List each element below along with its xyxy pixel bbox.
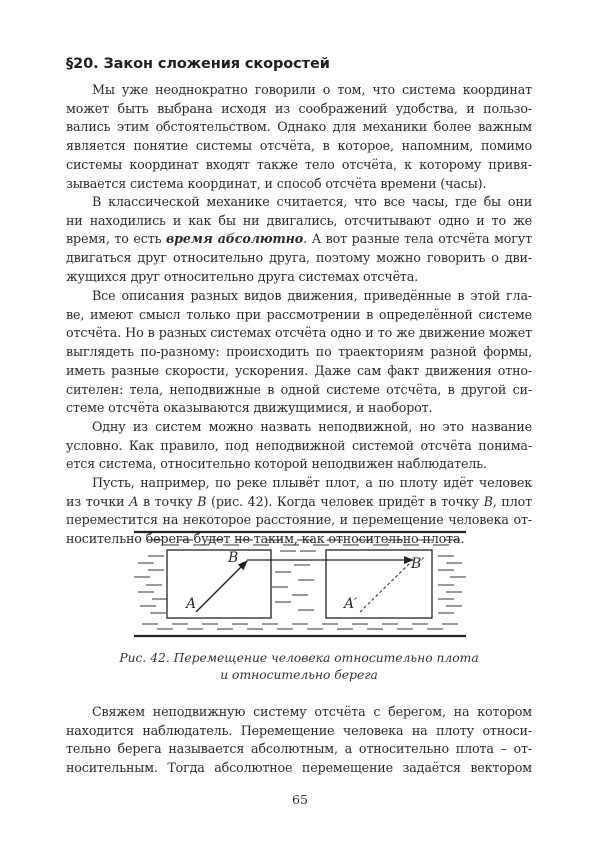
text-line: Пусть, например, по реке плывёт плот, а по плоту идёт человек: [92, 475, 532, 490]
text-span: из точки: [66, 493, 130, 509]
label-point-a-prime: A′: [344, 596, 358, 612]
text-span: . А вот разные тела отсчёта могут: [303, 231, 532, 247]
text-line: стеме отсчёта оказываются движущимися, и наоборот.: [66, 400, 433, 416]
paragraph-1: [66, 81, 532, 193]
text-line: ни находились и как бы ни двигались, отсчитывают одно и то же: [66, 212, 532, 228]
page-number: 65: [292, 792, 308, 807]
text-line: иметь разные скорости, ускорения. Даже сам факт движения отно-: [66, 362, 532, 378]
point-b-ref: B: [197, 493, 207, 509]
text-line: носительно берега будет не таким, как относительно плота.: [66, 531, 465, 547]
text-line: вались этим обстоятельством. Однако для механики более важным: [66, 119, 532, 135]
river-raft-diagram: [120, 520, 480, 645]
text-line: [66, 493, 532, 512]
text-span: в точку: [138, 493, 198, 509]
text-line: ве, имеют смысл только при рассмотрении в определённой системе: [66, 306, 532, 322]
text-line: зывается система координат, и способ отсчёта времени (часы).: [66, 175, 487, 191]
text-span: , плот: [492, 493, 532, 509]
text-line: переместится на некоторое расстояние, и перемещение человека от-: [66, 512, 532, 528]
text-span: время, то есть: [66, 231, 166, 247]
text-line: условно. Как правило, под неподвижной системой отсчёта понима-: [66, 437, 532, 453]
point-a-ref: A: [129, 493, 139, 509]
text-line: Свяжем неподвижную систему отсчёта с берегом, на котором: [92, 704, 532, 719]
text-span: (рис. 42). Когда человек придёт в точку: [206, 493, 484, 509]
label-point-b-prime: B′: [411, 556, 425, 572]
text-line: носительным. Тогда абсолютное перемещение задаётся вектором: [66, 760, 532, 776]
text-line: выглядеть по-разному: происходить по траекториям разной формы,: [66, 344, 532, 360]
point-b-ref: B: [483, 493, 493, 509]
text-line: [66, 230, 532, 249]
emphasis-term: время абсолютно: [166, 231, 304, 247]
paragraph-3: [66, 287, 532, 418]
text-line: является понятие системы отсчёта, в которое, напомним, помимо: [66, 138, 532, 154]
paragraph-4: [66, 418, 532, 474]
text-line: Все описания разных видов движения, приведённые в этой гла-: [92, 288, 532, 303]
paragraph-2: [66, 193, 532, 287]
paragraph-6: [66, 703, 532, 778]
text-line: Мы уже неоднократно говорили о том, что система координат: [92, 82, 532, 97]
figure-caption: [66, 650, 532, 684]
figure-42: [120, 520, 480, 645]
label-point-b: B: [228, 550, 239, 566]
caption-line: и относительно берега: [220, 668, 378, 682]
text-line: тельно берега называется абсолютным, а относительно плота – от-: [66, 741, 532, 757]
text-line: может быть выбрана исходя из соображений удобства, и пользо-: [66, 100, 532, 116]
section-title: §20. Закон сложения скоростей: [66, 56, 330, 72]
label-point-a: A: [186, 596, 197, 612]
caption-line: Рис. 42. Перемещение человека относительно плота: [119, 651, 479, 665]
text-line: отсчёта. Но в разных системах отсчёта одно и то же движение может: [66, 325, 532, 341]
text-line: сителен: тела, неподвижные в одной системе отсчёта, в другой си-: [66, 381, 532, 397]
text-line: находится наблюдатель. Перемещение человека на плоту относи-: [66, 722, 532, 738]
text-line: двигаться друг относительно друга, поэтому можно говорить о дви-: [66, 250, 532, 266]
text-line: жущихся друг относительно друга системах отсчёта.: [66, 268, 419, 284]
text-line: системы координат входят также тело отсчёта, к которому привя-: [66, 156, 532, 172]
text-line: В классической механике считается, что все часы, где бы они: [92, 194, 532, 209]
text-line: ется система, относительно которой неподвижен наблюдатель.: [66, 456, 487, 472]
text-line: Одну из систем можно назвать неподвижной, но это название: [92, 419, 532, 434]
